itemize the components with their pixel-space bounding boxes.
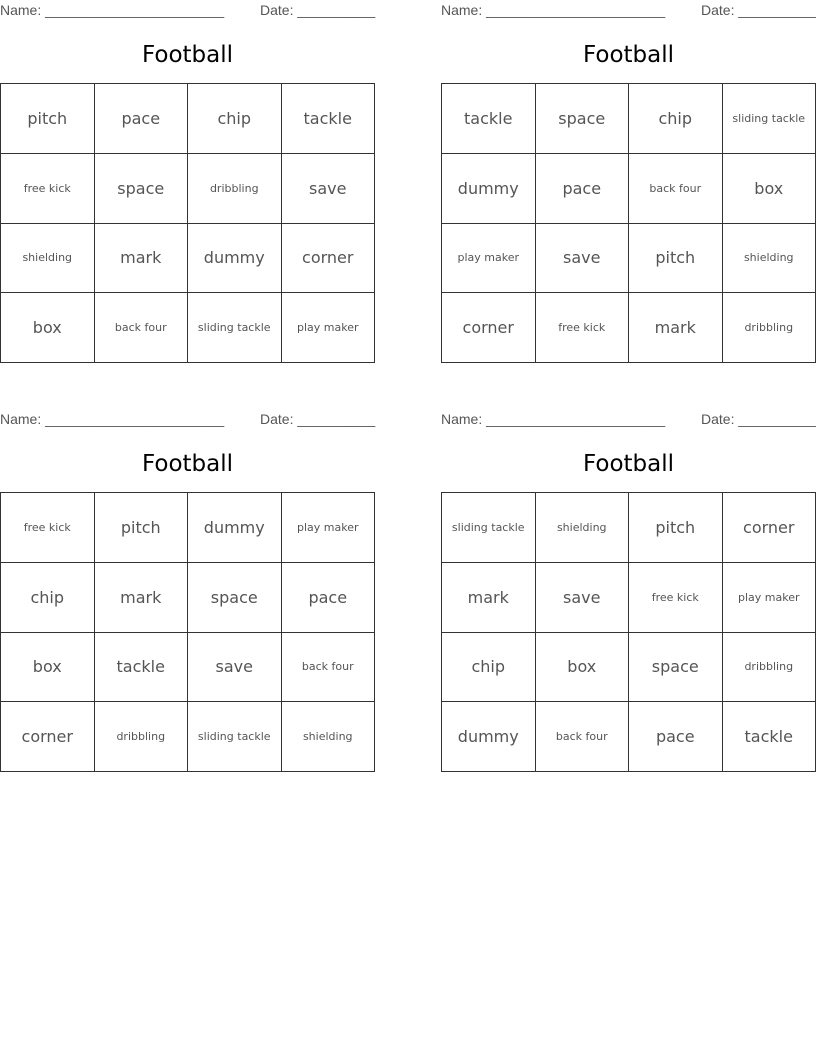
bingo-cell: back four: [282, 633, 376, 703]
bingo-cell: box: [723, 154, 816, 224]
bingo-cell: mark: [442, 563, 536, 633]
bingo-cell: sliding tackle: [188, 293, 282, 363]
date-field: Date: __________: [701, 411, 816, 427]
bingo-cell: tackle: [442, 84, 536, 154]
bingo-cell: free kick: [629, 563, 723, 633]
bingo-cell: dummy: [188, 224, 282, 294]
bingo-cell: play maker: [282, 493, 376, 563]
bingo-cell: space: [95, 154, 189, 224]
bingo-card-4: [441, 409, 816, 779]
bingo-cell: shielding: [282, 702, 376, 772]
bingo-cell: play maker: [282, 293, 376, 363]
bingo-cell: back four: [536, 702, 630, 772]
bingo-cell: shielding: [536, 493, 630, 563]
bingo-grid: [441, 492, 816, 772]
bingo-cell: corner: [723, 493, 816, 563]
bingo-card-1: [0, 0, 376, 370]
bingo-cell: tackle: [95, 633, 189, 703]
bingo-cell: chip: [442, 633, 536, 703]
date-field: Date: __________: [260, 2, 376, 18]
bingo-cell: mark: [95, 563, 189, 633]
bingo-cell: pitch: [629, 224, 723, 294]
bingo-cell: pace: [282, 563, 376, 633]
bingo-cell: space: [536, 84, 630, 154]
bingo-cell: space: [629, 633, 723, 703]
bingo-cell: mark: [95, 224, 189, 294]
bingo-cell: save: [282, 154, 376, 224]
bingo-cell: save: [536, 563, 630, 633]
bingo-grid: [0, 492, 375, 772]
bingo-cell: box: [1, 293, 95, 363]
card-title: Football: [141, 451, 234, 477]
bingo-cell: sliding tackle: [188, 702, 282, 772]
bingo-cell: sliding tackle: [723, 84, 816, 154]
date-field: Date: __________: [701, 2, 816, 18]
bingo-cell: shielding: [723, 224, 816, 294]
bingo-card-2: [441, 0, 816, 370]
bingo-cell: box: [1, 633, 95, 703]
name-field: Name: _______________________: [441, 2, 666, 18]
bingo-cell: pitch: [629, 493, 723, 563]
bingo-card-3: [0, 409, 376, 779]
bingo-cell: dummy: [188, 493, 282, 563]
bingo-cell: mark: [629, 293, 723, 363]
bingo-cell: corner: [442, 293, 536, 363]
bingo-cell: box: [536, 633, 630, 703]
bingo-cell: chip: [629, 84, 723, 154]
bingo-cell: space: [188, 563, 282, 633]
bingo-cell: pitch: [1, 84, 95, 154]
bingo-grid: [441, 83, 816, 363]
name-field: Name: _______________________: [0, 411, 225, 427]
card-title: Football: [582, 451, 675, 477]
bingo-cell: chip: [1, 563, 95, 633]
bingo-cell: dribbling: [188, 154, 282, 224]
bingo-cell: corner: [1, 702, 95, 772]
bingo-cell: save: [536, 224, 630, 294]
bingo-cell: dribbling: [723, 633, 816, 703]
bingo-cell: play maker: [442, 224, 536, 294]
bingo-cell: play maker: [723, 563, 816, 633]
bingo-cell: shielding: [1, 224, 95, 294]
bingo-cell: chip: [188, 84, 282, 154]
bingo-cell: free kick: [1, 493, 95, 563]
date-field: Date: __________: [260, 411, 376, 427]
bingo-cell: back four: [629, 154, 723, 224]
bingo-cell: dummy: [442, 154, 536, 224]
bingo-grid: [0, 83, 375, 363]
name-field: Name: _______________________: [441, 411, 666, 427]
bingo-cell: tackle: [282, 84, 376, 154]
bingo-cell: free kick: [536, 293, 630, 363]
bingo-cell: dribbling: [723, 293, 816, 363]
bingo-cell: free kick: [1, 154, 95, 224]
bingo-cell: pace: [629, 702, 723, 772]
bingo-cell: pitch: [95, 493, 189, 563]
bingo-cell: dribbling: [95, 702, 189, 772]
bingo-cell: sliding tackle: [442, 493, 536, 563]
card-title: Football: [141, 42, 234, 68]
bingo-cell: dummy: [442, 702, 536, 772]
bingo-cell: save: [188, 633, 282, 703]
bingo-cell: back four: [95, 293, 189, 363]
bingo-cell: pace: [536, 154, 630, 224]
bingo-cell: pace: [95, 84, 189, 154]
bingo-cell: corner: [282, 224, 376, 294]
bingo-cell: tackle: [723, 702, 816, 772]
card-title: Football: [582, 42, 675, 68]
name-field: Name: _______________________: [0, 2, 225, 18]
